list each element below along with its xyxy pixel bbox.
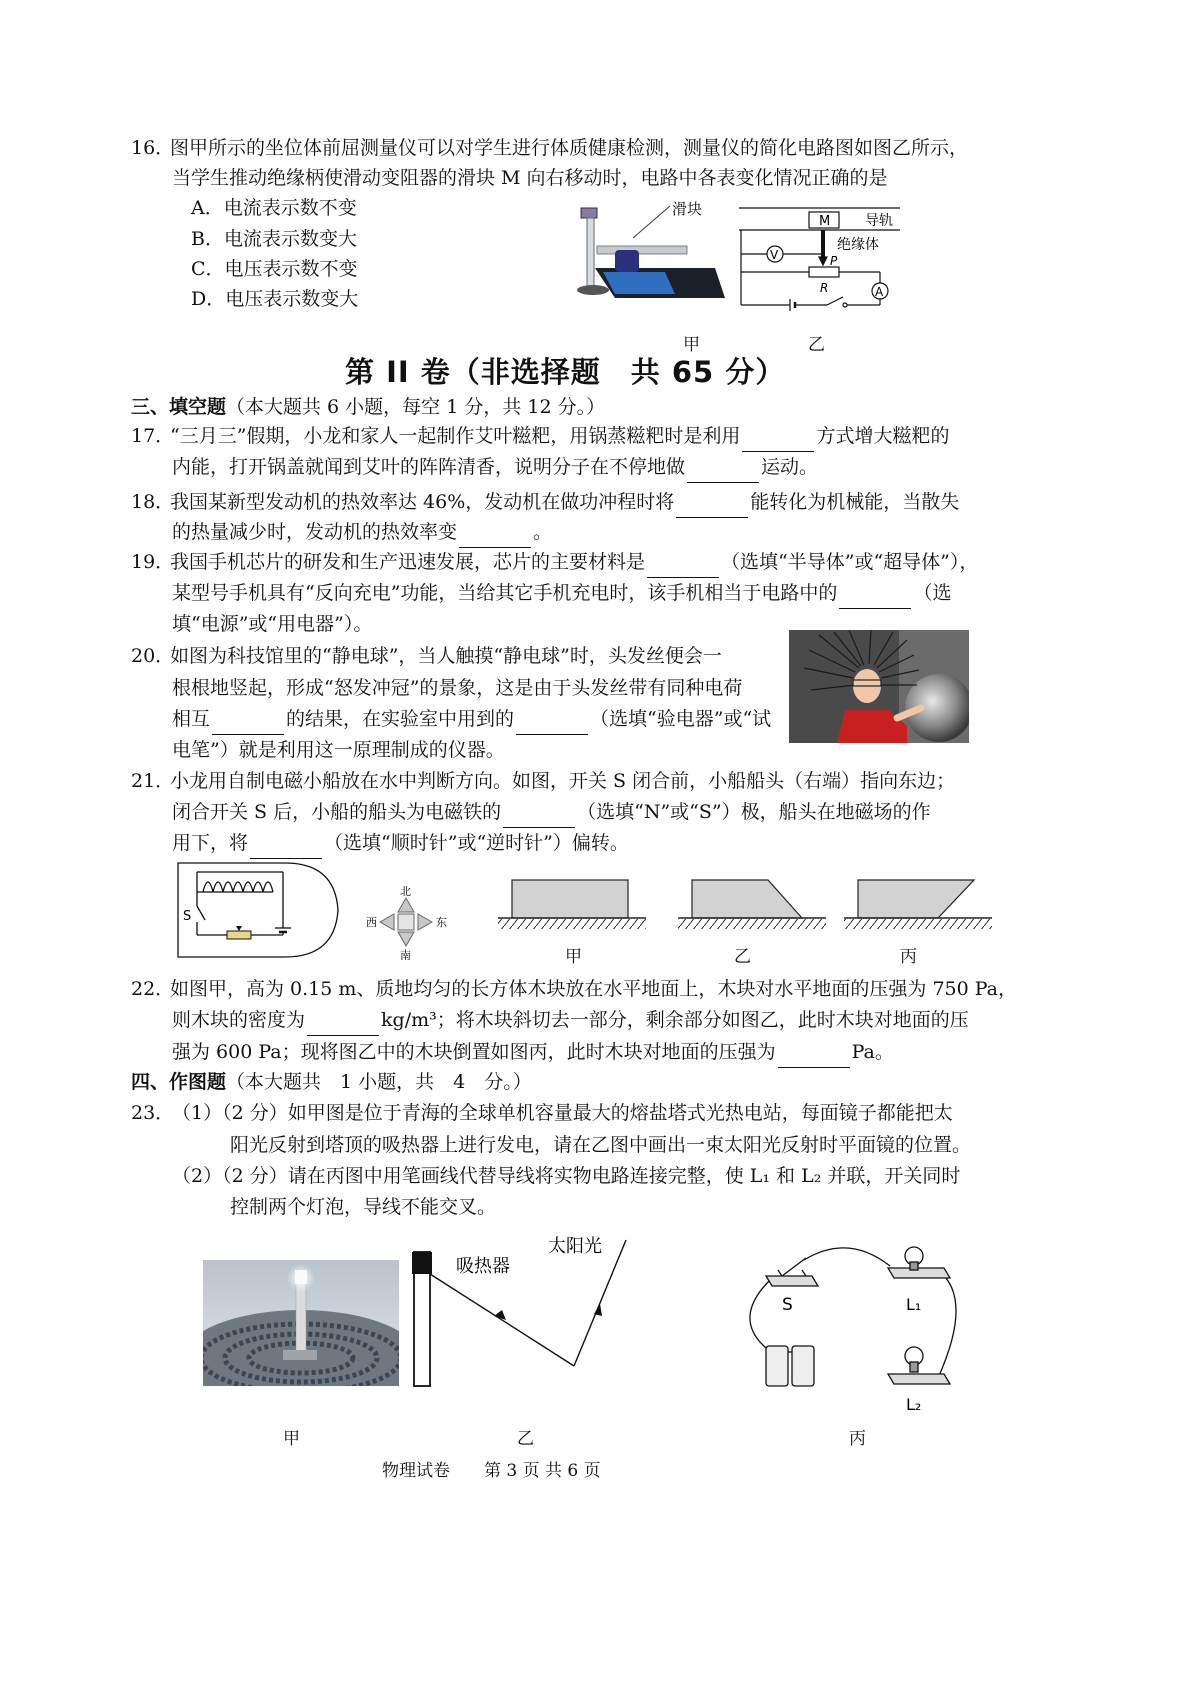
q16-label-a: A — [875, 285, 884, 299]
q22-text-b: 则木块的密度为 — [172, 1009, 306, 1031]
q23-caption-jia: 甲 — [283, 1429, 300, 1449]
q20-line2: 根根地竖起，形成“怒发冲冠”的景象，这是由于头发丝带有同种电荷 — [172, 677, 743, 699]
q17-line1 — [170, 420, 949, 452]
q23-caption-bing: 丙 — [849, 1429, 866, 1449]
q21-compass-west: 西 — [366, 916, 377, 929]
q22-block-figures — [496, 876, 996, 938]
q22-text-e: Pa。 — [851, 1041, 894, 1063]
q18-text-b: 能转化为机械能，当散失 — [750, 491, 960, 513]
q16-label-v: V — [770, 248, 779, 262]
q17-number: 17． — [131, 425, 175, 447]
q20-text-d: 的结果，在实验室中用到的 — [286, 708, 515, 730]
q21-boat-figure — [175, 860, 345, 960]
q20-blank-1[interactable] — [212, 714, 284, 735]
q22-caption-jia: 甲 — [565, 947, 582, 967]
q21-compass-icon — [364, 884, 450, 960]
q22-number: 22． — [131, 978, 175, 1000]
q23-caption-yi: 乙 — [517, 1429, 534, 1449]
q23-l2-label: L₂ — [906, 1395, 922, 1414]
q23-figure-yi-sunlight — [408, 1232, 644, 1390]
q22-blank-1[interactable] — [307, 1015, 379, 1036]
q17-text-c: 内能，打开锅盖就闻到艾叶的阵阵清香，说明分子在不停地做 — [172, 456, 686, 478]
q16-slider-label: 滑块 — [672, 200, 703, 218]
incident-arrow — [594, 1304, 602, 1316]
q17-text-d: 运动。 — [761, 456, 819, 478]
q21-text-b: 闭合开关 S 后，小船的船头为电磁铁的 — [172, 801, 502, 823]
q19-text-d: （选 — [913, 582, 952, 604]
q17-blank-1[interactable] — [742, 431, 814, 452]
q22-line2 — [172, 1004, 969, 1036]
q16-label-insulator: 绝缘体 — [837, 237, 879, 253]
q16-number: 16． — [131, 137, 175, 159]
q16-label-rail: 导轨 — [865, 213, 893, 229]
q17-blank-2[interactable] — [687, 462, 759, 483]
q23-photo-solar-tower — [203, 1260, 399, 1386]
section3-head: 三、填空题 — [131, 396, 227, 418]
q16-figure-yi-circuit — [735, 205, 905, 315]
q22-line1: 如图甲，高为 0.15 m、质地均匀的长方体木块放在水平地面上，木块对水平地面的压强为 750 Pa， — [170, 978, 1018, 1000]
q18-text-c: 的热量减少时，发动机的热效率变 — [172, 521, 458, 543]
page-footer: 物理试卷 第 3 页 共 6 页 — [382, 1461, 601, 1481]
q17-text-b: 方式增大糍粑的 — [816, 425, 950, 447]
q16-caption-jia: 甲 — [683, 335, 700, 355]
q21-blank-2[interactable] — [250, 838, 322, 859]
q21-compass-north: 北 — [400, 885, 411, 898]
q16-label-m: M — [819, 214, 831, 229]
section3-note: （本大题共 6 小题，每空 1 分，共 12 分。） — [226, 396, 606, 418]
q19-text-c: 某型号手机具有“反向充电”功能，当给其它手机充电时，该手机相当于电路中的 — [172, 582, 838, 604]
q19-blank-2[interactable] — [839, 588, 911, 609]
q23-switch-label: S — [782, 1295, 793, 1315]
q20-text-e: （选填“验电器”或“试 — [590, 708, 772, 730]
q20-text-c: 相互 — [172, 708, 211, 730]
q20-line3 — [172, 703, 771, 735]
q22-text-c: kg/m³；将木块斜切去一部分，剩余部分如图乙，此时木块对地面的压 — [381, 1009, 969, 1031]
section4-heading — [131, 1066, 532, 1098]
q18-text-d: 。 — [533, 521, 553, 543]
q20-photo-static-ball — [789, 630, 969, 743]
q19-line2 — [172, 577, 951, 609]
q16-label-p: P — [830, 254, 838, 268]
q21-compass-east: 东 — [436, 916, 447, 929]
q19-text-a: 我国手机芯片的研发和生产迅速发展，芯片的主要材料是 — [170, 551, 646, 573]
q21-text-e: （选填“顺时针”或“逆时针”）偏转。 — [324, 832, 629, 854]
q23-part2-line1: （2）（2 分）请在丙图中用笔画线代替导线将实物电路连接完整，使 L₁ 和 L₂ 并联，开关同时 — [172, 1165, 961, 1187]
q18-blank-2[interactable] — [459, 527, 531, 548]
q19-blank-1[interactable] — [647, 557, 719, 578]
section4-note: （本大题共 1 小题，共 4 分。） — [226, 1071, 532, 1093]
q17-text-a: “三月三”假期，小龙和家人一起制作艾叶糍粑，用锅蒸糍粑时是利用 — [170, 425, 741, 447]
q22-text-d: 强为 600 Pa；现将图乙中的木块倒置如图丙，此时木块对地面的压强为 — [172, 1041, 776, 1063]
q21-text-c: （选填“N”或“S”）极，船头在地磁场的作 — [577, 801, 931, 823]
q21-compass-south: 南 — [400, 949, 411, 960]
q21-blank-1[interactable] — [503, 807, 575, 828]
part2-title: 第 II 卷（非选择题 共 65 分） — [345, 355, 786, 389]
block-bing — [858, 880, 974, 918]
q21-text-d: 用下，将 — [172, 832, 249, 854]
q18-line1 — [170, 486, 959, 518]
q23-figure-bing-circuit — [738, 1238, 974, 1418]
q23-part2-line2: 控制两个灯泡，导线不能交叉。 — [230, 1196, 497, 1218]
q19-line1 — [170, 546, 978, 578]
q16-option-c: C．电压表示数不变 — [191, 258, 358, 280]
q21-switch-label: S — [183, 909, 192, 924]
q20-line4: 电笔”）就是利用这一原理制成的仪器。 — [172, 739, 505, 761]
section3-heading — [131, 391, 605, 423]
q16-caption-yi: 乙 — [808, 335, 825, 355]
block-yi — [692, 880, 802, 918]
q17-line2 — [172, 451, 818, 483]
q23-l1-label: L₁ — [906, 1295, 922, 1314]
q16-text-line2: 当学生推动绝缘柄使滑动变阻器的滑块 M 向右移动时，电路中各表变化情况正确的是 — [172, 167, 888, 189]
q16-text-line1: 图甲所示的坐位体前屈测量仪可以对学生进行体质健康检测，测量仪的简化电路图如图乙所示， — [170, 137, 969, 159]
q22-caption-bing: 丙 — [900, 947, 917, 967]
q16-option-d: D．电压表示数变大 — [191, 288, 359, 310]
q20-blank-2[interactable] — [516, 714, 588, 735]
q22-blank-2[interactable] — [778, 1047, 850, 1068]
q20-number: 20． — [131, 645, 175, 667]
q16-figure-jia-device — [575, 198, 725, 308]
q21-line3 — [172, 827, 629, 859]
q18-text-a: 我国某新型发动机的热效率达 46%，发动机在做功冲程时将 — [170, 491, 675, 513]
q23-part1-line2: 阳光反射到塔顶的吸热器上进行发电，请在乙图中画出一束太阳光反射时平面镜的位置。 — [230, 1134, 972, 1156]
section4-head: 四、作图题 — [131, 1071, 227, 1093]
q22-line3 — [172, 1036, 894, 1068]
q23-sunlight-label: 太阳光 — [548, 1236, 602, 1257]
q22-caption-yi: 乙 — [734, 947, 751, 967]
q19-text-b: （选填“半导体”或“超导体”）， — [721, 551, 979, 573]
q21-line2 — [172, 796, 931, 828]
block-jia — [512, 880, 628, 918]
q21-line1: 小龙用自制电磁小船放在水中判断方向。如图，开关 S 闭合前，小船船头（右端）指向东边； — [170, 770, 956, 792]
q19-line3: 填“电源”或“用电器”）。 — [172, 613, 373, 635]
q18-blank-1[interactable] — [676, 497, 748, 518]
q23-number: 23． — [131, 1102, 175, 1124]
q16-option-a: A．电流表示数不变 — [191, 197, 357, 219]
q23-part1-line1: （1）（2 分）如甲图是位于青海的全球单机容量最大的熔盐塔式光热电站，每面镜子都能把太 — [172, 1102, 953, 1124]
q16-option-b: B．电流表示数变大 — [191, 228, 357, 250]
q23-absorber-label: 吸热器 — [456, 1256, 510, 1277]
q18-line2 — [172, 516, 552, 548]
q18-number: 18． — [131, 491, 175, 513]
q16-label-r: R — [820, 281, 829, 295]
q21-number: 21． — [131, 770, 175, 792]
q19-number: 19． — [131, 551, 175, 573]
q20-line1: 如图为科技馆里的“静电球”，当人触摸“静电球”时，头发丝便会一 — [170, 645, 722, 667]
